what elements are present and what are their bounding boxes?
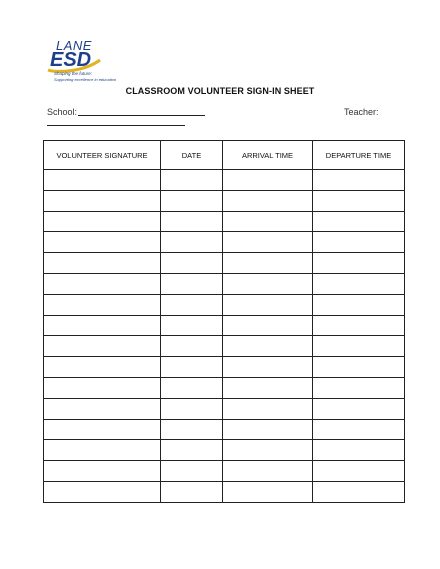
departure-time-cell[interactable] [313, 377, 405, 398]
arrival-time-cell[interactable] [223, 315, 313, 336]
date-cell[interactable] [161, 481, 223, 502]
lane-esd-logo [44, 38, 117, 88]
table-row [44, 315, 405, 336]
date-cell[interactable] [161, 253, 223, 274]
date-cell[interactable] [161, 315, 223, 336]
signature-cell[interactable] [44, 377, 161, 398]
signature-cell[interactable] [44, 211, 161, 232]
arrival-time-cell[interactable] [223, 398, 313, 419]
teacher-input-line[interactable] [47, 125, 185, 126]
school-input-line[interactable] [78, 115, 205, 116]
date-cell[interactable] [161, 377, 223, 398]
date-cell[interactable] [161, 170, 223, 191]
logo-tagline-2: Supporting excellence in education [54, 77, 117, 82]
header-arrival-time: ARRIVAL TIME [223, 141, 313, 170]
date-cell[interactable] [161, 440, 223, 461]
table-row [44, 273, 405, 294]
table-row [44, 190, 405, 211]
departure-time-cell[interactable] [313, 440, 405, 461]
table-row [44, 357, 405, 378]
arrival-time-cell[interactable] [223, 440, 313, 461]
arrival-time-cell[interactable] [223, 481, 313, 502]
date-cell[interactable] [161, 232, 223, 253]
svg-text:ESD: ESD [50, 49, 92, 71]
date-cell[interactable] [161, 273, 223, 294]
header-departure-time: DEPARTURE TIME [313, 141, 405, 170]
header-volunteer-signature: VOLUNTEER SIGNATURE [44, 141, 161, 170]
arrival-time-cell[interactable] [223, 253, 313, 274]
departure-time-cell[interactable] [313, 232, 405, 253]
date-cell[interactable] [161, 357, 223, 378]
date-cell[interactable] [161, 190, 223, 211]
signature-cell[interactable] [44, 357, 161, 378]
signature-cell[interactable] [44, 315, 161, 336]
table-row [44, 253, 405, 274]
departure-time-cell[interactable] [313, 253, 405, 274]
table-row [44, 377, 405, 398]
signature-cell[interactable] [44, 253, 161, 274]
arrival-time-cell[interactable] [223, 170, 313, 191]
header-date: DATE [161, 141, 223, 170]
page-title: CLASSROOM VOLUNTEER SIGN-IN SHEET [125, 86, 315, 96]
arrival-time-cell[interactable] [223, 273, 313, 294]
arrival-time-cell[interactable] [223, 357, 313, 378]
departure-time-cell[interactable] [313, 211, 405, 232]
departure-time-cell[interactable] [313, 170, 405, 191]
arrival-time-cell[interactable] [223, 294, 313, 315]
logo-tagline-1: Shaping the future: [54, 71, 93, 76]
signature-cell[interactable] [44, 232, 161, 253]
table-row [44, 440, 405, 461]
departure-time-cell[interactable] [313, 357, 405, 378]
table-header-row [44, 141, 405, 170]
arrival-time-cell[interactable] [223, 190, 313, 211]
date-cell[interactable] [161, 211, 223, 232]
table-row [44, 294, 405, 315]
school-label: School: [47, 107, 78, 117]
date-cell[interactable] [161, 336, 223, 357]
date-cell[interactable] [161, 419, 223, 440]
departure-time-cell[interactable] [313, 398, 405, 419]
signature-cell[interactable] [44, 190, 161, 211]
departure-time-cell[interactable] [313, 461, 405, 482]
date-cell[interactable] [161, 294, 223, 315]
arrival-time-cell[interactable] [223, 232, 313, 253]
signature-cell[interactable] [44, 481, 161, 502]
signature-cell[interactable] [44, 440, 161, 461]
table-row [44, 419, 405, 440]
table-row [44, 336, 405, 357]
date-cell[interactable] [161, 461, 223, 482]
table-row [44, 481, 405, 502]
departure-time-cell[interactable] [313, 336, 405, 357]
signature-cell[interactable] [44, 398, 161, 419]
signature-cell[interactable] [44, 294, 161, 315]
departure-time-cell[interactable] [313, 190, 405, 211]
departure-time-cell[interactable] [313, 273, 405, 294]
arrival-time-cell[interactable] [223, 419, 313, 440]
logo-lane-text: LANE [56, 38, 92, 53]
departure-time-cell[interactable] [313, 419, 405, 440]
table-row [44, 232, 405, 253]
table-row [44, 211, 405, 232]
arrival-time-cell[interactable] [223, 336, 313, 357]
arrival-time-cell[interactable] [223, 211, 313, 232]
table-row [44, 461, 405, 482]
signature-cell[interactable] [44, 336, 161, 357]
teacher-label: Teacher: [344, 107, 379, 117]
arrival-time-cell[interactable] [223, 461, 313, 482]
sign-in-table [43, 140, 405, 503]
signature-cell[interactable] [44, 273, 161, 294]
table-row [44, 398, 405, 419]
departure-time-cell[interactable] [313, 481, 405, 502]
signature-cell[interactable] [44, 170, 161, 191]
logo-esd-mark-icon [44, 46, 102, 74]
signature-cell[interactable] [44, 419, 161, 440]
departure-time-cell[interactable] [313, 315, 405, 336]
date-cell[interactable] [161, 398, 223, 419]
arrival-time-cell[interactable] [223, 377, 313, 398]
table-row [44, 170, 405, 191]
signature-cell[interactable] [44, 461, 161, 482]
departure-time-cell[interactable] [313, 294, 405, 315]
